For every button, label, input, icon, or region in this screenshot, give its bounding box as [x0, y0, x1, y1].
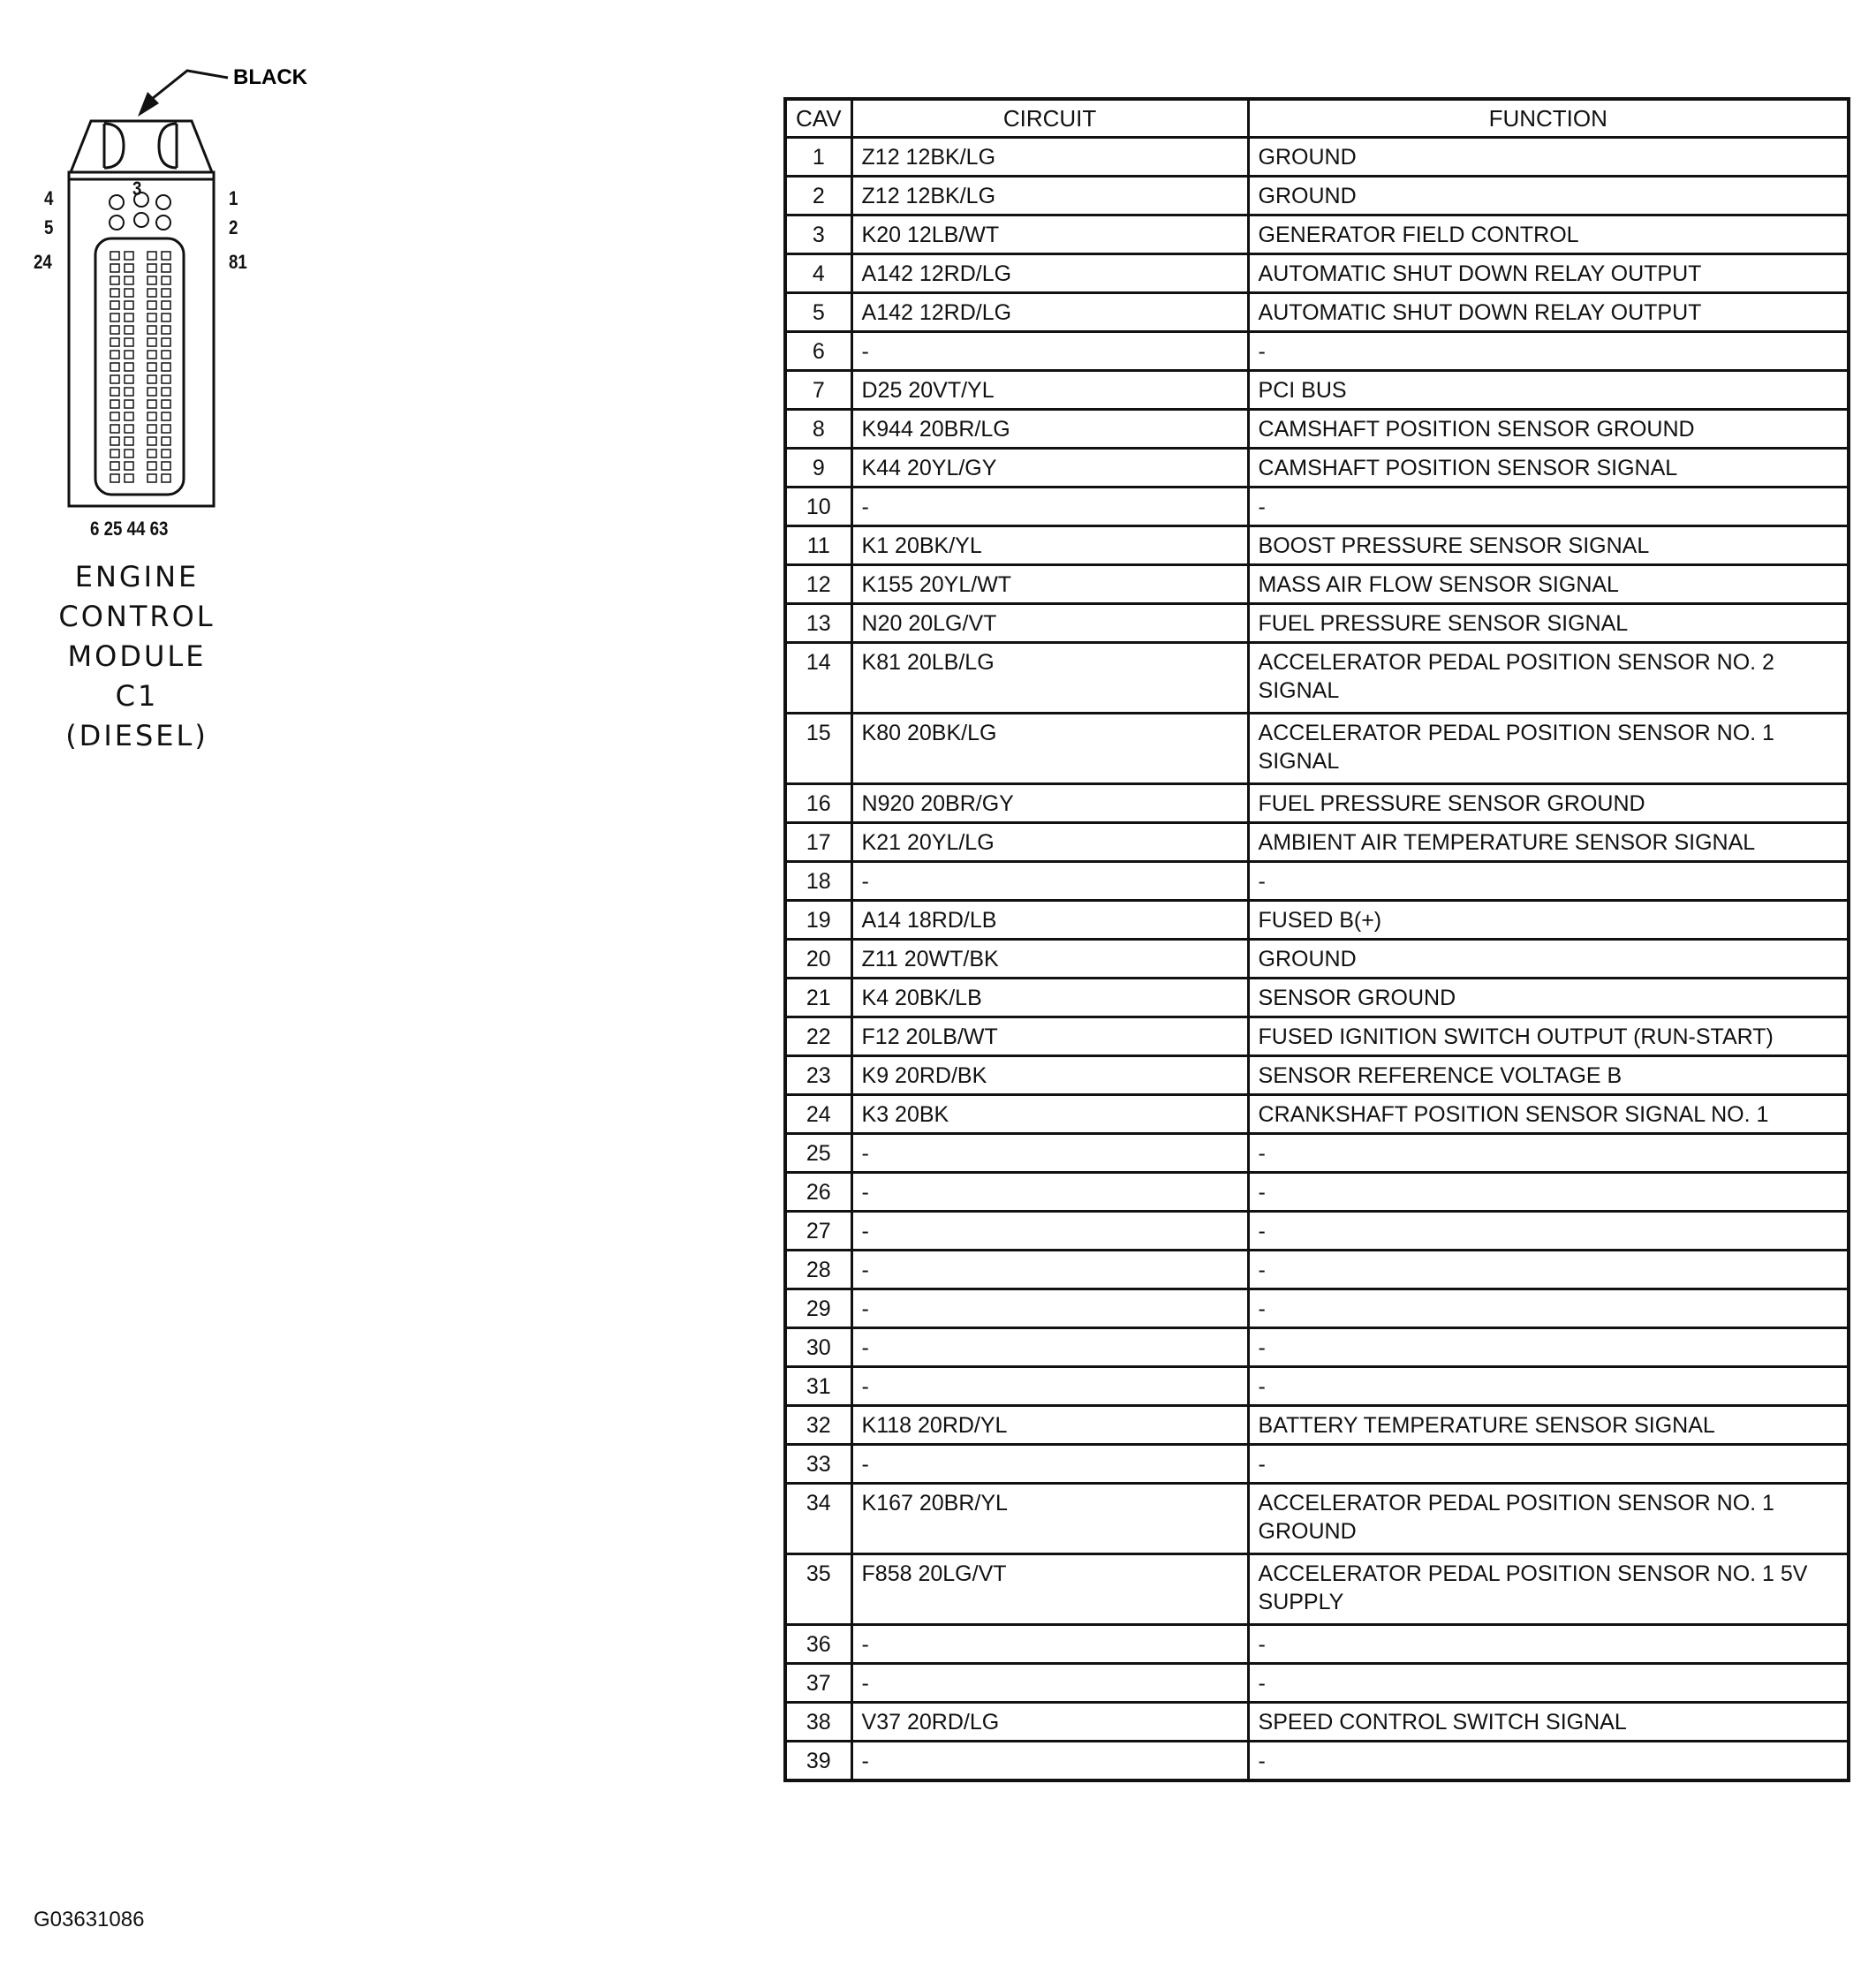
cell-circuit: F858 20LG/VT	[851, 1554, 1248, 1625]
signal-pin	[125, 437, 133, 445]
cell-circuit: Z12 12BK/LG	[851, 177, 1248, 215]
signal-pin	[148, 264, 156, 272]
cell-function: AMBIENT AIR TEMPERATURE SENSOR SIGNAL	[1248, 823, 1849, 862]
table-row	[785, 979, 1849, 1017]
cavity-label-left-3: 24	[34, 251, 52, 273]
cell-circuit: K1 20BK/YL	[851, 526, 1248, 565]
cell-function: GROUND	[1248, 940, 1849, 979]
table-row	[785, 784, 1849, 823]
signal-pin	[110, 276, 119, 284]
cell-function: -	[1248, 1251, 1849, 1289]
cell-cav: 18	[785, 862, 851, 901]
table-row	[785, 526, 1849, 565]
signal-pin	[125, 252, 133, 260]
table-row	[785, 1625, 1849, 1664]
cell-cav: 36	[785, 1625, 851, 1664]
signal-pin	[125, 388, 133, 396]
cavity-label-bottom: 6 25 44 63	[90, 518, 169, 540]
header-function: FUNCTION	[1248, 99, 1849, 138]
cell-cav: 33	[785, 1445, 851, 1484]
cell-function: SPEED CONTROL SWITCH SIGNAL	[1248, 1703, 1849, 1742]
signal-pin	[162, 425, 170, 433]
cell-circuit: -	[851, 488, 1248, 526]
cell-cav: 21	[785, 979, 851, 1017]
cell-cav: 9	[785, 449, 851, 488]
signal-pin	[162, 462, 170, 470]
table-row	[785, 1445, 1849, 1484]
signal-pin	[125, 338, 133, 346]
signal-pin	[162, 400, 170, 408]
cell-function: -	[1248, 1445, 1849, 1484]
table-row	[785, 643, 1849, 714]
cell-function: -	[1248, 1289, 1849, 1328]
table-row	[785, 371, 1849, 410]
cell-circuit: K9 20RD/BK	[851, 1056, 1248, 1095]
signal-pin	[148, 351, 156, 359]
cell-circuit: -	[851, 1173, 1248, 1212]
cell-circuit: K118 20RD/YL	[851, 1406, 1248, 1445]
cell-cav: 39	[785, 1742, 851, 1781]
signal-pin	[110, 412, 119, 420]
signal-pin	[148, 301, 156, 309]
cell-cav: 3	[785, 215, 851, 254]
signal-pin	[110, 375, 119, 383]
table-row	[785, 823, 1849, 862]
table-row	[785, 215, 1849, 254]
cell-circuit: -	[851, 1328, 1248, 1367]
cell-circuit: K155 20YL/WT	[851, 565, 1248, 604]
cell-circuit: A142 12RD/LG	[851, 293, 1248, 332]
signal-pin	[148, 289, 156, 297]
table-row	[785, 410, 1849, 449]
cell-cav: 31	[785, 1367, 851, 1406]
table-row	[785, 1367, 1849, 1406]
signal-pin	[162, 326, 170, 334]
cell-circuit: -	[851, 1664, 1248, 1703]
cell-cav: 38	[785, 1703, 851, 1742]
cell-cav: 6	[785, 332, 851, 371]
table-row	[785, 1095, 1849, 1134]
header-circuit: CIRCUIT	[851, 99, 1248, 138]
cell-circuit: K80 20BK/LG	[851, 714, 1248, 784]
signal-pin	[162, 388, 170, 396]
cell-cav: 37	[785, 1664, 851, 1703]
signal-pin	[110, 252, 119, 260]
signal-pin	[162, 412, 170, 420]
table-row	[785, 1554, 1849, 1625]
cell-circuit: -	[851, 1367, 1248, 1406]
cell-circuit: K20 12LB/WT	[851, 215, 1248, 254]
cell-cav: 30	[785, 1328, 851, 1367]
cell-function: -	[1248, 1664, 1849, 1703]
cell-cav: 20	[785, 940, 851, 979]
cell-function: FUEL PRESSURE SENSOR SIGNAL	[1248, 604, 1849, 643]
signal-pin	[148, 375, 156, 383]
cell-cav: 23	[785, 1056, 851, 1095]
signal-pin	[148, 276, 156, 284]
signal-pin	[162, 375, 170, 383]
table-row	[785, 332, 1849, 371]
cell-function: SENSOR REFERENCE VOLTAGE B	[1248, 1056, 1849, 1095]
cell-circuit: -	[851, 332, 1248, 371]
cell-function: GROUND	[1248, 177, 1849, 215]
signal-pin	[148, 326, 156, 334]
signal-pin	[110, 363, 119, 371]
cell-function: GENERATOR FIELD CONTROL	[1248, 215, 1849, 254]
signal-pin	[125, 351, 133, 359]
connector-diagram	[0, 0, 353, 548]
connector-caption-line-1: ENGINE	[74, 560, 200, 593]
signal-pin	[110, 474, 119, 482]
cell-circuit: -	[851, 1134, 1248, 1173]
table-row	[785, 254, 1849, 293]
cell-cav: 8	[785, 410, 851, 449]
signal-pin	[148, 474, 156, 482]
table-row	[785, 940, 1849, 979]
table-row	[785, 901, 1849, 940]
signal-pin	[162, 437, 170, 445]
signal-pin	[162, 474, 170, 482]
signal-pin	[110, 338, 119, 346]
figure-id: G03631086	[34, 1908, 145, 1931]
cell-cav: 29	[785, 1289, 851, 1328]
cell-function: AUTOMATIC SHUT DOWN RELAY OUTPUT	[1248, 293, 1849, 332]
signal-pin	[125, 326, 133, 334]
table-row	[785, 1328, 1849, 1367]
table-row	[785, 1017, 1849, 1056]
color-label: BLACK	[233, 65, 307, 89]
cell-function: -	[1248, 862, 1849, 901]
cell-cav: 35	[785, 1554, 851, 1625]
connector-caption-line-3: MODULE	[67, 639, 207, 673]
cell-cav: 12	[785, 565, 851, 604]
cell-function: CAMSHAFT POSITION SENSOR GROUND	[1248, 410, 1849, 449]
signal-pin	[148, 425, 156, 433]
signal-pin	[148, 450, 156, 457]
cell-function: CRANKSHAFT POSITION SENSOR SIGNAL NO. 1	[1248, 1095, 1849, 1134]
cell-cav: 32	[785, 1406, 851, 1445]
signal-pin	[162, 351, 170, 359]
table-row	[785, 862, 1849, 901]
signal-pin	[125, 450, 133, 457]
cell-circuit: V37 20RD/LG	[851, 1703, 1248, 1742]
signal-pin	[125, 412, 133, 420]
cell-function: -	[1248, 1212, 1849, 1251]
signal-pin	[125, 363, 133, 371]
cell-circuit: -	[851, 1212, 1248, 1251]
cell-function: ACCELERATOR PEDAL POSITION SENSOR NO. 2 SIGNAL	[1248, 643, 1849, 714]
table-header-row	[785, 99, 1849, 138]
cell-function: FUEL PRESSURE SENSOR GROUND	[1248, 784, 1849, 823]
cell-function: FUSED IGNITION SWITCH OUTPUT (RUN-START)	[1248, 1017, 1849, 1056]
cell-circuit: K944 20BR/LG	[851, 410, 1248, 449]
signal-pin	[148, 400, 156, 408]
signal-pin	[162, 276, 170, 284]
cell-circuit: A14 18RD/LB	[851, 901, 1248, 940]
cell-function: -	[1248, 1625, 1849, 1664]
table-row	[785, 177, 1849, 215]
signal-pin	[162, 289, 170, 297]
signal-pin	[148, 462, 156, 470]
table-row	[785, 604, 1849, 643]
cell-cav: 14	[785, 643, 851, 714]
cell-cav: 34	[785, 1484, 851, 1554]
table-row	[785, 1056, 1849, 1095]
connector-caption-line-4: C1	[115, 679, 159, 713]
signal-pin	[162, 338, 170, 346]
cell-cav: 22	[785, 1017, 851, 1056]
cavity-label-left-1: 4	[44, 187, 54, 209]
signal-pin	[125, 400, 133, 408]
cell-circuit: Z12 12BK/LG	[851, 138, 1248, 177]
table-row	[785, 1212, 1849, 1251]
table-row	[785, 714, 1849, 784]
cell-cav: 10	[785, 488, 851, 526]
signal-pin	[125, 289, 133, 297]
cell-function: -	[1248, 1367, 1849, 1406]
cell-cav: 1	[785, 138, 851, 177]
table-row	[785, 138, 1849, 177]
cell-circuit: K4 20BK/LB	[851, 979, 1248, 1017]
cell-function: PCI BUS	[1248, 371, 1849, 410]
cell-function: MASS AIR FLOW SENSOR SIGNAL	[1248, 565, 1849, 604]
cell-circuit: -	[851, 1742, 1248, 1781]
signal-pin	[110, 450, 119, 457]
signal-pin	[162, 363, 170, 371]
cell-function: -	[1248, 1173, 1849, 1212]
table-row	[785, 1703, 1849, 1742]
table-row	[785, 1406, 1849, 1445]
cell-cav: 15	[785, 714, 851, 784]
signal-pin	[125, 264, 133, 272]
cell-cav: 24	[785, 1095, 851, 1134]
cell-function: GROUND	[1248, 138, 1849, 177]
cell-cav: 5	[785, 293, 851, 332]
signal-pin	[110, 351, 119, 359]
signal-pin	[110, 462, 119, 470]
cell-function: BOOST PRESSURE SENSOR SIGNAL	[1248, 526, 1849, 565]
table-row	[785, 1251, 1849, 1289]
cell-cav: 16	[785, 784, 851, 823]
cell-function: AUTOMATIC SHUT DOWN RELAY OUTPUT	[1248, 254, 1849, 293]
cell-function: SENSOR GROUND	[1248, 979, 1849, 1017]
table-row	[785, 565, 1849, 604]
table-row	[785, 449, 1849, 488]
cell-function: -	[1248, 332, 1849, 371]
signal-pin	[162, 450, 170, 457]
connector-caption-line-5: (DIESEL)	[65, 719, 208, 752]
table-row	[785, 1173, 1849, 1212]
cell-cav: 19	[785, 901, 851, 940]
table-row	[785, 1484, 1849, 1554]
cavity-label-right-3: 81	[229, 251, 247, 273]
signal-pin	[110, 289, 119, 297]
signal-pin	[162, 301, 170, 309]
cell-cav: 13	[785, 604, 851, 643]
table-row	[785, 488, 1849, 526]
signal-pin	[110, 388, 119, 396]
cell-function: ACCELERATOR PEDAL POSITION SENSOR NO. 1 SIGNAL	[1248, 714, 1849, 784]
cell-cav: 25	[785, 1134, 851, 1173]
signal-pin	[110, 425, 119, 433]
signal-pin	[125, 462, 133, 470]
cell-circuit: K21 20YL/LG	[851, 823, 1248, 862]
cell-function: -	[1248, 1328, 1849, 1367]
signal-pin	[125, 314, 133, 321]
signal-pin	[110, 301, 119, 309]
table-row	[785, 293, 1849, 332]
signal-pin	[162, 252, 170, 260]
cell-circuit: F12 20LB/WT	[851, 1017, 1248, 1056]
signal-pin	[110, 400, 119, 408]
signal-pin	[125, 276, 133, 284]
cell-function: ACCELERATOR PEDAL POSITION SENSOR NO. 1 GROUND	[1248, 1484, 1849, 1554]
signal-pin	[148, 314, 156, 321]
cavity-label-left-2: 5	[44, 216, 54, 238]
cell-cav: 2	[785, 177, 851, 215]
cell-circuit: N20 20LG/VT	[851, 604, 1248, 643]
signal-pin	[148, 412, 156, 420]
cell-cav: 26	[785, 1173, 851, 1212]
signal-pin	[110, 264, 119, 272]
signal-pin	[125, 474, 133, 482]
cell-cav: 27	[785, 1212, 851, 1251]
cell-cav: 7	[785, 371, 851, 410]
signal-pin	[110, 326, 119, 334]
table-row	[785, 1134, 1849, 1173]
table-row	[785, 1664, 1849, 1703]
header-cav: CAV	[785, 99, 851, 138]
cell-circuit: -	[851, 1289, 1248, 1328]
table-row	[785, 1289, 1849, 1328]
cell-circuit: K44 20YL/GY	[851, 449, 1248, 488]
cavity-label-top: 3	[132, 178, 142, 200]
cell-circuit: N920 20BR/GY	[851, 784, 1248, 823]
signal-pin	[110, 314, 119, 321]
cell-circuit: D25 20VT/YL	[851, 371, 1248, 410]
signal-pin	[110, 437, 119, 445]
cell-function: -	[1248, 488, 1849, 526]
signal-pin	[162, 264, 170, 272]
signal-pin	[125, 425, 133, 433]
cell-cav: 4	[785, 254, 851, 293]
cell-circuit: -	[851, 1445, 1248, 1484]
cavity-label-right-1: 1	[229, 187, 238, 209]
cell-circuit: -	[851, 862, 1248, 901]
signal-pin	[148, 252, 156, 260]
cell-circuit: K167 20BR/YL	[851, 1484, 1248, 1554]
signal-pin	[125, 301, 133, 309]
cell-circuit: K3 20BK	[851, 1095, 1248, 1134]
cell-circuit: Z11 20WT/BK	[851, 940, 1248, 979]
cell-function: BATTERY TEMPERATURE SENSOR SIGNAL	[1248, 1406, 1849, 1445]
signal-pin	[148, 338, 156, 346]
signal-pin	[162, 314, 170, 321]
pinout-table	[783, 97, 1850, 1782]
cell-cav: 11	[785, 526, 851, 565]
signal-pin	[148, 363, 156, 371]
cell-circuit: A142 12RD/LG	[851, 254, 1248, 293]
signal-pin	[125, 375, 133, 383]
cell-function: FUSED B(+)	[1248, 901, 1849, 940]
cavity-label-right-2: 2	[229, 216, 238, 238]
connector-caption-line-2: CONTROL	[58, 600, 216, 633]
signal-pin	[148, 437, 156, 445]
cell-circuit: -	[851, 1625, 1248, 1664]
cell-cav: 28	[785, 1251, 851, 1289]
cell-function: -	[1248, 1742, 1849, 1781]
cell-function: ACCELERATOR PEDAL POSITION SENSOR NO. 1 5V SUPPLY	[1248, 1554, 1849, 1625]
cell-function: -	[1248, 1134, 1849, 1173]
cell-function: CAMSHAFT POSITION SENSOR SIGNAL	[1248, 449, 1849, 488]
cell-circuit: -	[851, 1251, 1248, 1289]
cell-cav: 17	[785, 823, 851, 862]
table-row	[785, 1742, 1849, 1781]
color-callout-arrow	[152, 71, 228, 99]
cell-circuit: K81 20LB/LG	[851, 643, 1248, 714]
signal-pin	[148, 388, 156, 396]
